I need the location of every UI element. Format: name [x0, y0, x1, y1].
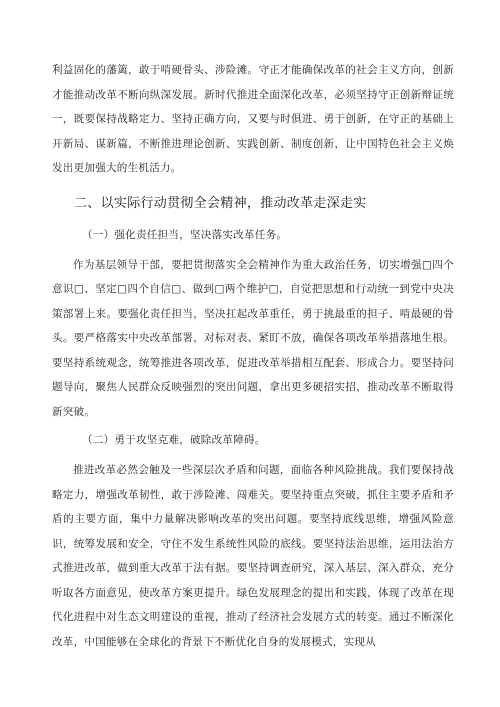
- spacer: [52, 181, 454, 185]
- section-heading: 二、以实际行动贯彻全会精神，推动改革走深走实: [74, 195, 367, 211]
- paragraph-reform-obstacles: 推进改革必然会触及一些深层次矛盾和问题，面临各种风险挑战。我们要保持战略定力，增强改革韧性，敢于涉险滩、闯难关。要坚持重点突破，抓住主要矛盾和矛盾的主要方面，集中力量解决影响改革的突出问题。要坚持底线思维，增强风险意识，统筹发展和安全，守住不发生系统性风险的底线。要坚持法治思维，运用法治方式推进改革，做到重大改革于法有据。要坚持调查研究，深入基层、深入群众，充分听取各方面意见，使改革方案更提升。绿色发展理念的提出和实践，体现了改革在现代化进程中对生态文明建设的重视，推动了经济社会发展方式的转变。通过不断深化改革，中国能够在全球化的背景下不断优化自身的发展模式，实现从: [52, 464, 454, 648]
- paragraph-continued: 利益固化的藩篱，敢于啃硬骨头、涉险滩。守正才能确保改革的社会主义方向，创新才能推动改革不断向纵深发展。新时代推进全面深化改革，必须坚持守正创新辩证统一，既要保持战略定力、坚持正确方向，又要与时俱进、勇于创新，在守正的基础上开新局、谋新篇，不断推进理论创新、实践创新、制度创新，让中国特色社会主义焕发出更加强大的生机活力。: [52, 64, 454, 174]
- subsection-heading-1: （一）强化责任担当，坚决落实改革任务。: [82, 228, 288, 241]
- subsection-heading-2: （二）勇于攻坚克难，破除改革障碍。: [82, 434, 266, 446]
- paragraph-responsibility: 作为基层领导干部，要把贯彻落实全会精神作为重大政治任务，切实增强□四个意识□、坚定□四个自信□、做到□两个维护□，自觉把思想和行动统一到党中央决策部署上来。要强化责任担当，坚决扛起改革重任，勇于挑最重的担子、啃最硬的骨头。要严格落实中央改革部署，对标对表、紧盯不放，确保各项改革举措落地生根。要坚持系统观念，统筹推进各项改革，促进改革举措相互配套、形成合力。要坚持问题导向，聚焦人民群众反映强烈的突出问题，拿出更多硬招实招，推动改革不断取得新突破。: [52, 258, 454, 418]
